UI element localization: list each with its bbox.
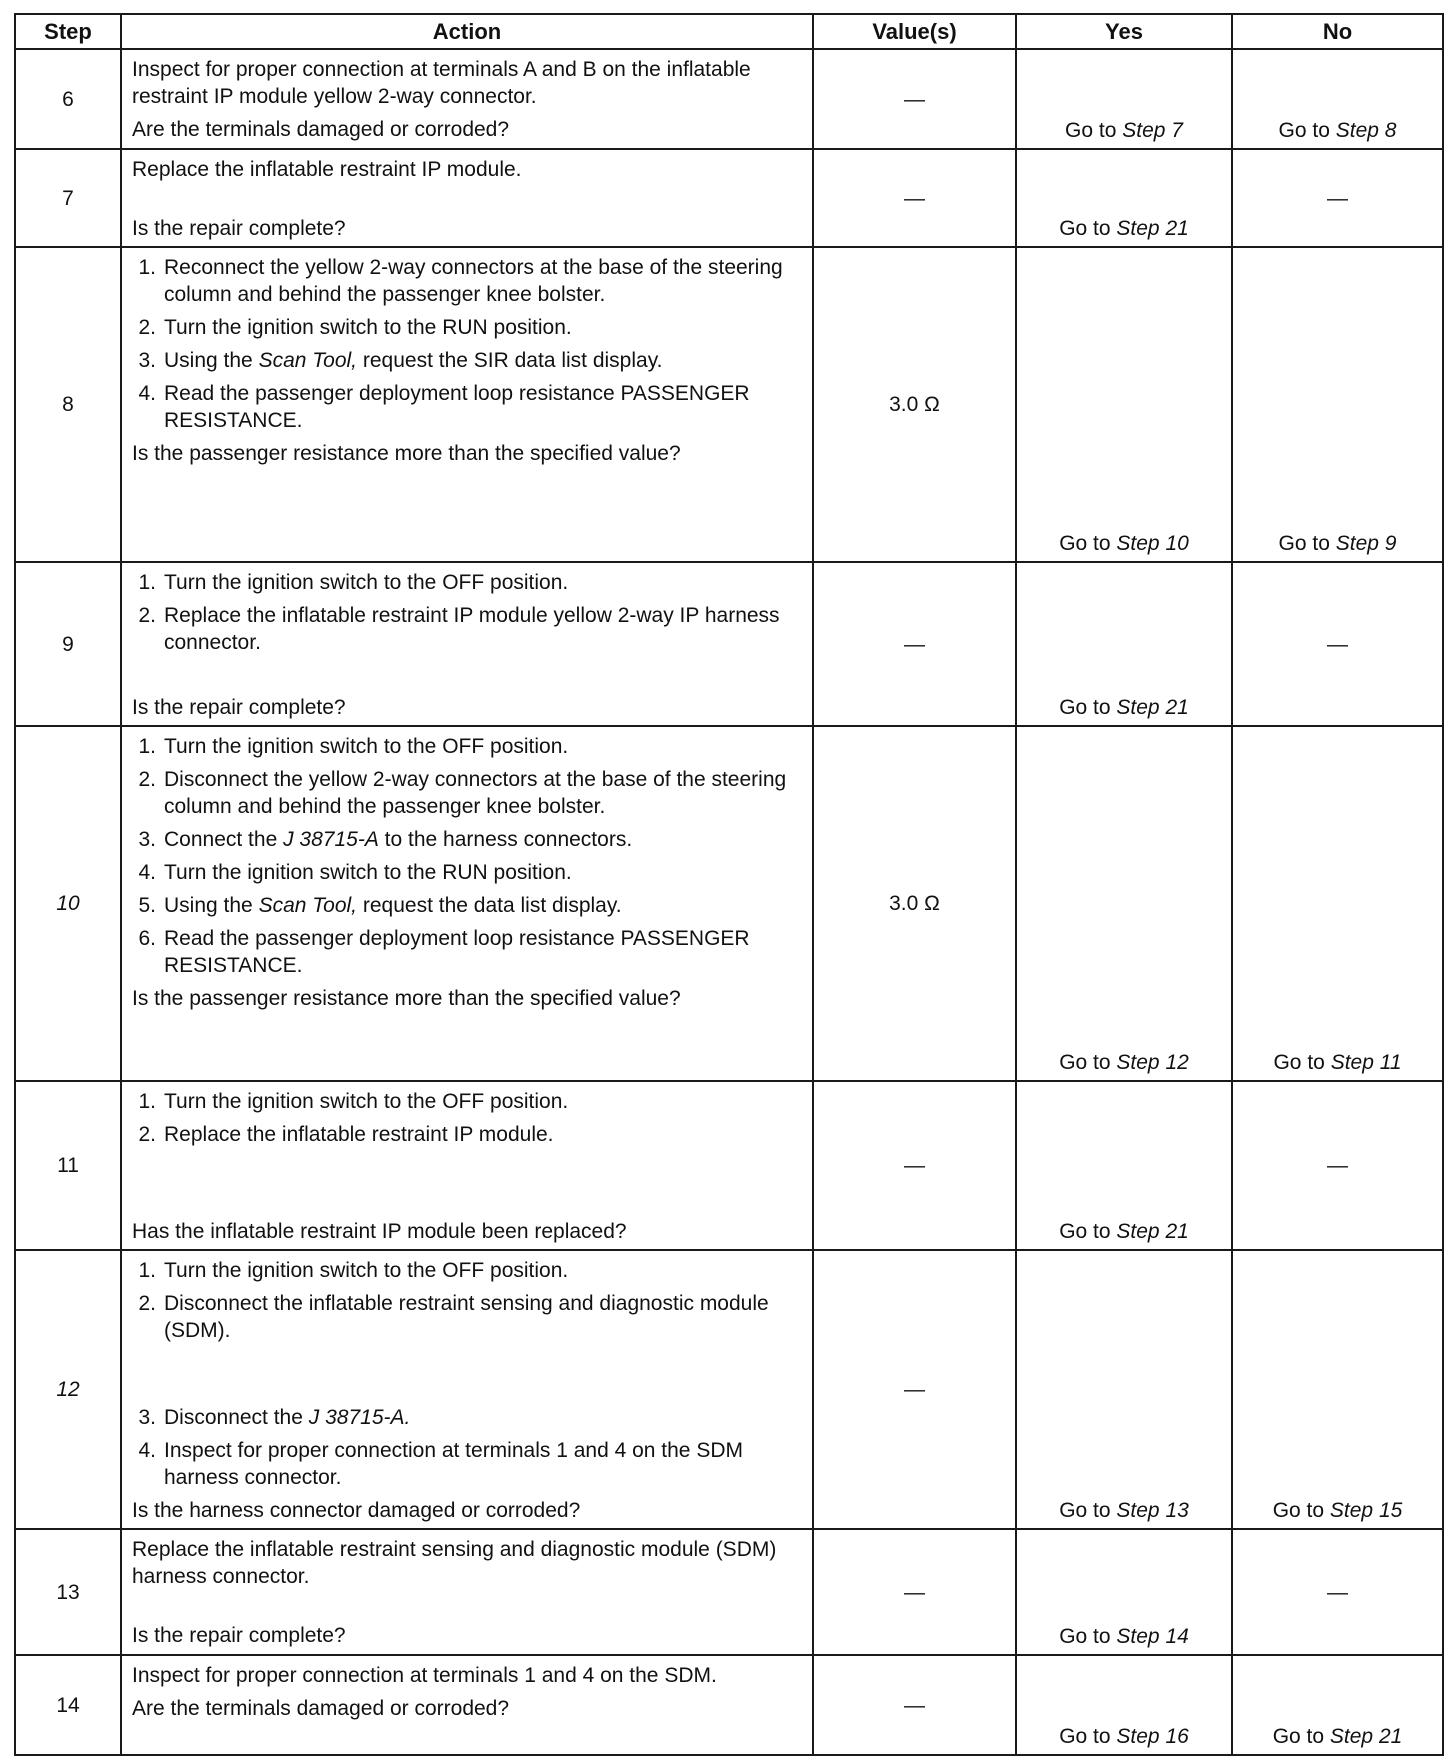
action-cell xyxy=(121,562,813,726)
header-row xyxy=(15,14,1443,49)
list-item: 4. Turn the ignition switch to the RUN position. xyxy=(138,861,572,884)
action-cell xyxy=(121,1529,813,1655)
no-prefix: Go to xyxy=(1273,1051,1325,1074)
action-cell xyxy=(121,149,813,247)
yes-cell xyxy=(1016,1655,1232,1755)
list-item: 2. Disconnect the inflatable restraint sensing and diagnostic module (SDM). xyxy=(138,1292,769,1342)
table-row xyxy=(15,247,1443,562)
yes-step-ref: Step 16 xyxy=(1116,1725,1189,1748)
step-number: 14 xyxy=(15,1655,121,1755)
yes-prefix: Go to xyxy=(1059,1725,1111,1748)
yes-step-ref: Step 10 xyxy=(1116,532,1189,555)
tool-ref: J 38715-A. xyxy=(308,1406,411,1429)
list-item: 4. Read the passenger deployment loop resistance PASSENGER RESISTANCE. xyxy=(138,382,750,432)
value-cell: — xyxy=(813,1081,1016,1250)
action-steps xyxy=(132,733,802,979)
yes-prefix: Go to xyxy=(1059,1499,1111,1522)
table-row xyxy=(15,149,1443,247)
yes-step-ref: Step 21 xyxy=(1116,1220,1189,1243)
action-cell xyxy=(121,1081,813,1250)
action-question: Is the harness connector damaged or corroded? xyxy=(132,1499,581,1522)
value-cell: — xyxy=(813,149,1016,247)
no-prefix: Go to xyxy=(1272,1725,1325,1748)
yes-cell xyxy=(1016,247,1232,562)
list-item: 2. Replace the inflatable restraint IP module. xyxy=(138,1123,554,1146)
no-cell xyxy=(1232,247,1443,562)
table-row xyxy=(15,1250,1443,1529)
value-cell: — xyxy=(813,49,1016,149)
step-number: 9 xyxy=(15,562,121,726)
table-row xyxy=(15,49,1443,149)
tool-ref: J 38715-A xyxy=(283,828,379,851)
yes-cell xyxy=(1016,1081,1232,1250)
action-steps xyxy=(132,1088,802,1148)
step-number: 6 xyxy=(15,49,121,149)
value-cell: — xyxy=(813,1250,1016,1529)
no-cell xyxy=(1232,1655,1443,1755)
no-cell xyxy=(1232,726,1443,1081)
yes-step-ref: Step 21 xyxy=(1116,217,1189,240)
table-row xyxy=(15,726,1443,1081)
no-cell: — xyxy=(1232,1081,1443,1250)
list-item: 4. Inspect for proper connection at terminals 1 and 4 on the SDM harness connector. xyxy=(138,1439,743,1489)
action-steps xyxy=(132,1257,802,1491)
step-number: 10 xyxy=(15,726,121,1081)
list-item: 1. Turn the ignition switch to the OFF position. xyxy=(138,1259,569,1282)
action-cell xyxy=(121,1655,813,1755)
yes-step-ref: Step 7 xyxy=(1122,119,1183,142)
yes-cell xyxy=(1016,149,1232,247)
step-number: 7 xyxy=(15,149,121,247)
list-item: 5. Using the Scan Tool, request the data list display. xyxy=(138,894,622,917)
list-item: 1. Turn the ignition switch to the OFF position. xyxy=(138,1090,569,1113)
action-cell xyxy=(121,49,813,149)
yes-cell xyxy=(1016,1529,1232,1655)
value-cell: — xyxy=(813,562,1016,726)
step-number: 11 xyxy=(15,1081,121,1250)
diagnostic-table xyxy=(14,13,1444,1756)
action-cell xyxy=(121,726,813,1081)
yes-cell xyxy=(1016,1250,1232,1529)
no-step-ref: Step 21 xyxy=(1329,1725,1403,1748)
scan-tool-ref: Scan Tool, xyxy=(258,349,358,372)
list-item: 2. Replace the inflatable restraint IP module yellow 2-way IP harness connector. xyxy=(138,604,780,654)
header-values: Value(s) xyxy=(813,14,1016,49)
action-question: Has the inflatable restraint IP module been replaced? xyxy=(132,1220,627,1243)
action-cell xyxy=(121,247,813,562)
no-cell: — xyxy=(1232,149,1443,247)
yes-step-ref: Step 12 xyxy=(1116,1051,1189,1074)
yes-prefix: Go to xyxy=(1059,532,1111,555)
no-prefix: Go to xyxy=(1272,1499,1325,1522)
action-question: Is the repair complete? xyxy=(132,696,346,719)
table-row xyxy=(15,1081,1443,1250)
yes-cell xyxy=(1016,726,1232,1081)
action-question: Are the terminals damaged or corroded? xyxy=(132,118,510,141)
list-item: 3. Connect the J 38715-A to the harness connectors. xyxy=(138,828,633,851)
no-step-ref: Step 11 xyxy=(1330,1051,1402,1074)
yes-prefix: Go to xyxy=(1065,119,1117,142)
yes-prefix: Go to xyxy=(1059,1220,1111,1243)
yes-step-ref: Step 14 xyxy=(1116,1625,1189,1648)
step-number: 13 xyxy=(15,1529,121,1655)
action-question: Are the terminals damaged or corroded? xyxy=(132,1697,510,1720)
header-action: Action xyxy=(121,14,813,49)
no-cell: — xyxy=(1232,562,1443,726)
list-item: 3. Using the Scan Tool, request the SIR data list display. xyxy=(138,349,663,372)
yes-prefix: Go to xyxy=(1059,1625,1111,1648)
action-text: Replace the inflatable restraint IP module. xyxy=(132,158,522,181)
yes-step-ref: Step 21 xyxy=(1116,696,1189,719)
list-item: 1. Turn the ignition switch to the OFF position. xyxy=(138,735,569,758)
yes-cell xyxy=(1016,562,1232,726)
no-cell xyxy=(1232,49,1443,149)
yes-prefix: Go to xyxy=(1059,696,1111,719)
table-row xyxy=(15,1529,1443,1655)
action-steps xyxy=(132,569,802,656)
step-number: 8 xyxy=(15,247,121,562)
action-text: Replace the inflatable restraint sensing and diagnostic module (SDM) harness connector. xyxy=(132,1538,777,1588)
no-step-ref: Step 8 xyxy=(1335,119,1397,142)
action-question: Is the passenger resistance more than the specified value? xyxy=(132,442,681,465)
yes-prefix: Go to xyxy=(1059,1051,1111,1074)
table-row xyxy=(15,1655,1443,1755)
header-yes: Yes xyxy=(1016,14,1232,49)
list-item: 1. Turn the ignition switch to the OFF position. xyxy=(138,571,569,594)
value-cell: — xyxy=(813,1529,1016,1655)
list-item: 6. Read the passenger deployment loop resistance PASSENGER RESISTANCE. xyxy=(138,927,750,977)
value-cell: — xyxy=(813,1655,1016,1755)
action-text: Inspect for proper connection at terminals A and B on the inflatable restraint IP module yellow 2-way connector. xyxy=(132,58,751,108)
yes-prefix: Go to xyxy=(1059,217,1111,240)
no-step-ref: Step 9 xyxy=(1335,532,1397,555)
yes-cell xyxy=(1016,49,1232,149)
scan-tool-ref: Scan Tool, xyxy=(258,894,358,917)
list-item: 2. Disconnect the yellow 2-way connectors at the base of the steering column and behind the passenger knee bolster. xyxy=(138,768,787,818)
header-no: No xyxy=(1232,14,1443,49)
no-prefix: Go to xyxy=(1278,532,1330,555)
list-item: 2. Turn the ignition switch to the RUN position. xyxy=(138,316,572,339)
list-item: 3. Disconnect the J 38715-A. xyxy=(138,1406,411,1429)
value-cell: 3.0 Ω xyxy=(813,247,1016,562)
value-cell: 3.0 Ω xyxy=(813,726,1016,1081)
action-question: Is the repair complete? xyxy=(132,217,346,240)
no-step-ref: Step 15 xyxy=(1329,1499,1403,1522)
yes-step-ref: Step 13 xyxy=(1116,1499,1189,1522)
action-cell xyxy=(121,1250,813,1529)
no-cell xyxy=(1232,1250,1443,1529)
header-step: Step xyxy=(15,14,121,49)
action-question: Is the passenger resistance more than the specified value? xyxy=(132,987,681,1010)
action-question: Is the repair complete? xyxy=(132,1624,346,1647)
list-item: 1. Reconnect the yellow 2-way connectors at the base of the steering column and behind the passenger knee bolster. xyxy=(138,256,783,306)
table-row xyxy=(15,562,1443,726)
no-cell: — xyxy=(1232,1529,1443,1655)
action-steps xyxy=(132,254,802,434)
action-text: Inspect for proper connection at terminals 1 and 4 on the SDM. xyxy=(132,1664,717,1687)
step-number: 12 xyxy=(15,1250,121,1529)
no-prefix: Go to xyxy=(1278,119,1330,142)
